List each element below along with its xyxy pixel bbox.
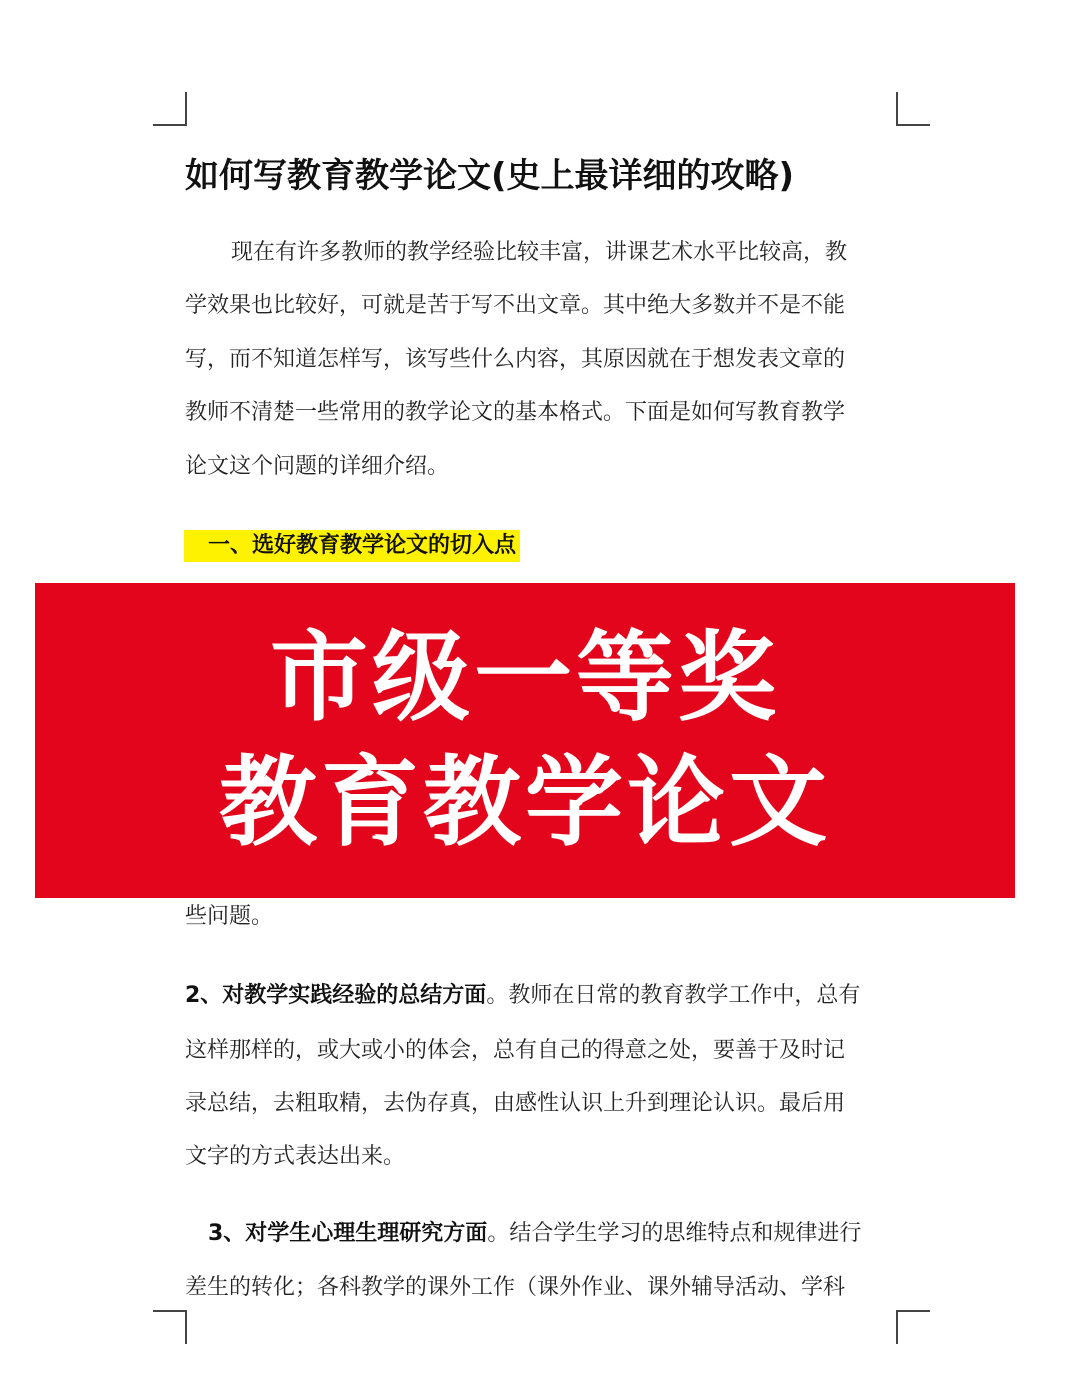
page-corner-mark-top-left bbox=[153, 92, 187, 126]
page-corner-mark-bottom-left bbox=[153, 1310, 187, 1344]
intro-line-3: 写，而不知道怎样写，该写些什么内容，其原因就在于想发表文章的 bbox=[185, 347, 846, 372]
award-banner bbox=[35, 583, 1015, 898]
page-corner-mark-bottom-right bbox=[896, 1310, 930, 1344]
point3-first-line-text: 。结合学生学习的思维特点和规律进行 bbox=[487, 1221, 862, 1246]
point3-label: 3、对学生心理生理研究方面 bbox=[208, 1221, 488, 1246]
point2-label: 2、对教学实践经验的总结方面 bbox=[185, 983, 487, 1008]
section-heading-highlighted: 一、选好教育教学论文的切入点 bbox=[184, 530, 520, 562]
intro-line-1: 现在有许多教师的教学经验比较丰富，讲课艺术水平比较高，教 bbox=[231, 240, 848, 265]
banner-line-award: 市级一等奖 bbox=[269, 621, 780, 735]
continued-line: 些问题。 bbox=[185, 904, 274, 929]
point2-line-3: 录总结，去粗取精，去伪存真，由感性认识上升到理论认识。最后用 bbox=[185, 1091, 846, 1116]
point2-first-line bbox=[185, 981, 860, 1011]
point2-first-line-text: 。教师在日常的教育教学工作中，总有 bbox=[486, 983, 861, 1008]
point3-first-line bbox=[208, 1219, 861, 1249]
intro-line-2: 学效果也比较好，可就是苦于写不出文章。其中绝大多数并不是不能 bbox=[185, 293, 846, 318]
point2-line-2: 这样那样的，或大或小的体会，总有自己的得意之处，要善于及时记 bbox=[185, 1038, 846, 1063]
point2-line-4: 文字的方式表达出来。 bbox=[185, 1144, 406, 1169]
point3-line-2: 差生的转化；各科教学的课外工作（课外作业、课外辅导活动、学科 bbox=[185, 1275, 846, 1300]
intro-line-4: 教师不清楚一些常用的教学论文的基本格式。下面是如何写教育教学 bbox=[185, 400, 846, 425]
banner-line-subject: 教育教学论文 bbox=[218, 746, 831, 860]
page-corner-mark-top-right bbox=[896, 92, 930, 126]
intro-line-5: 论文这个问题的详细介绍。 bbox=[185, 454, 450, 479]
document-title: 如何写教育教学论文(史上最详细的攻略) bbox=[185, 156, 795, 196]
